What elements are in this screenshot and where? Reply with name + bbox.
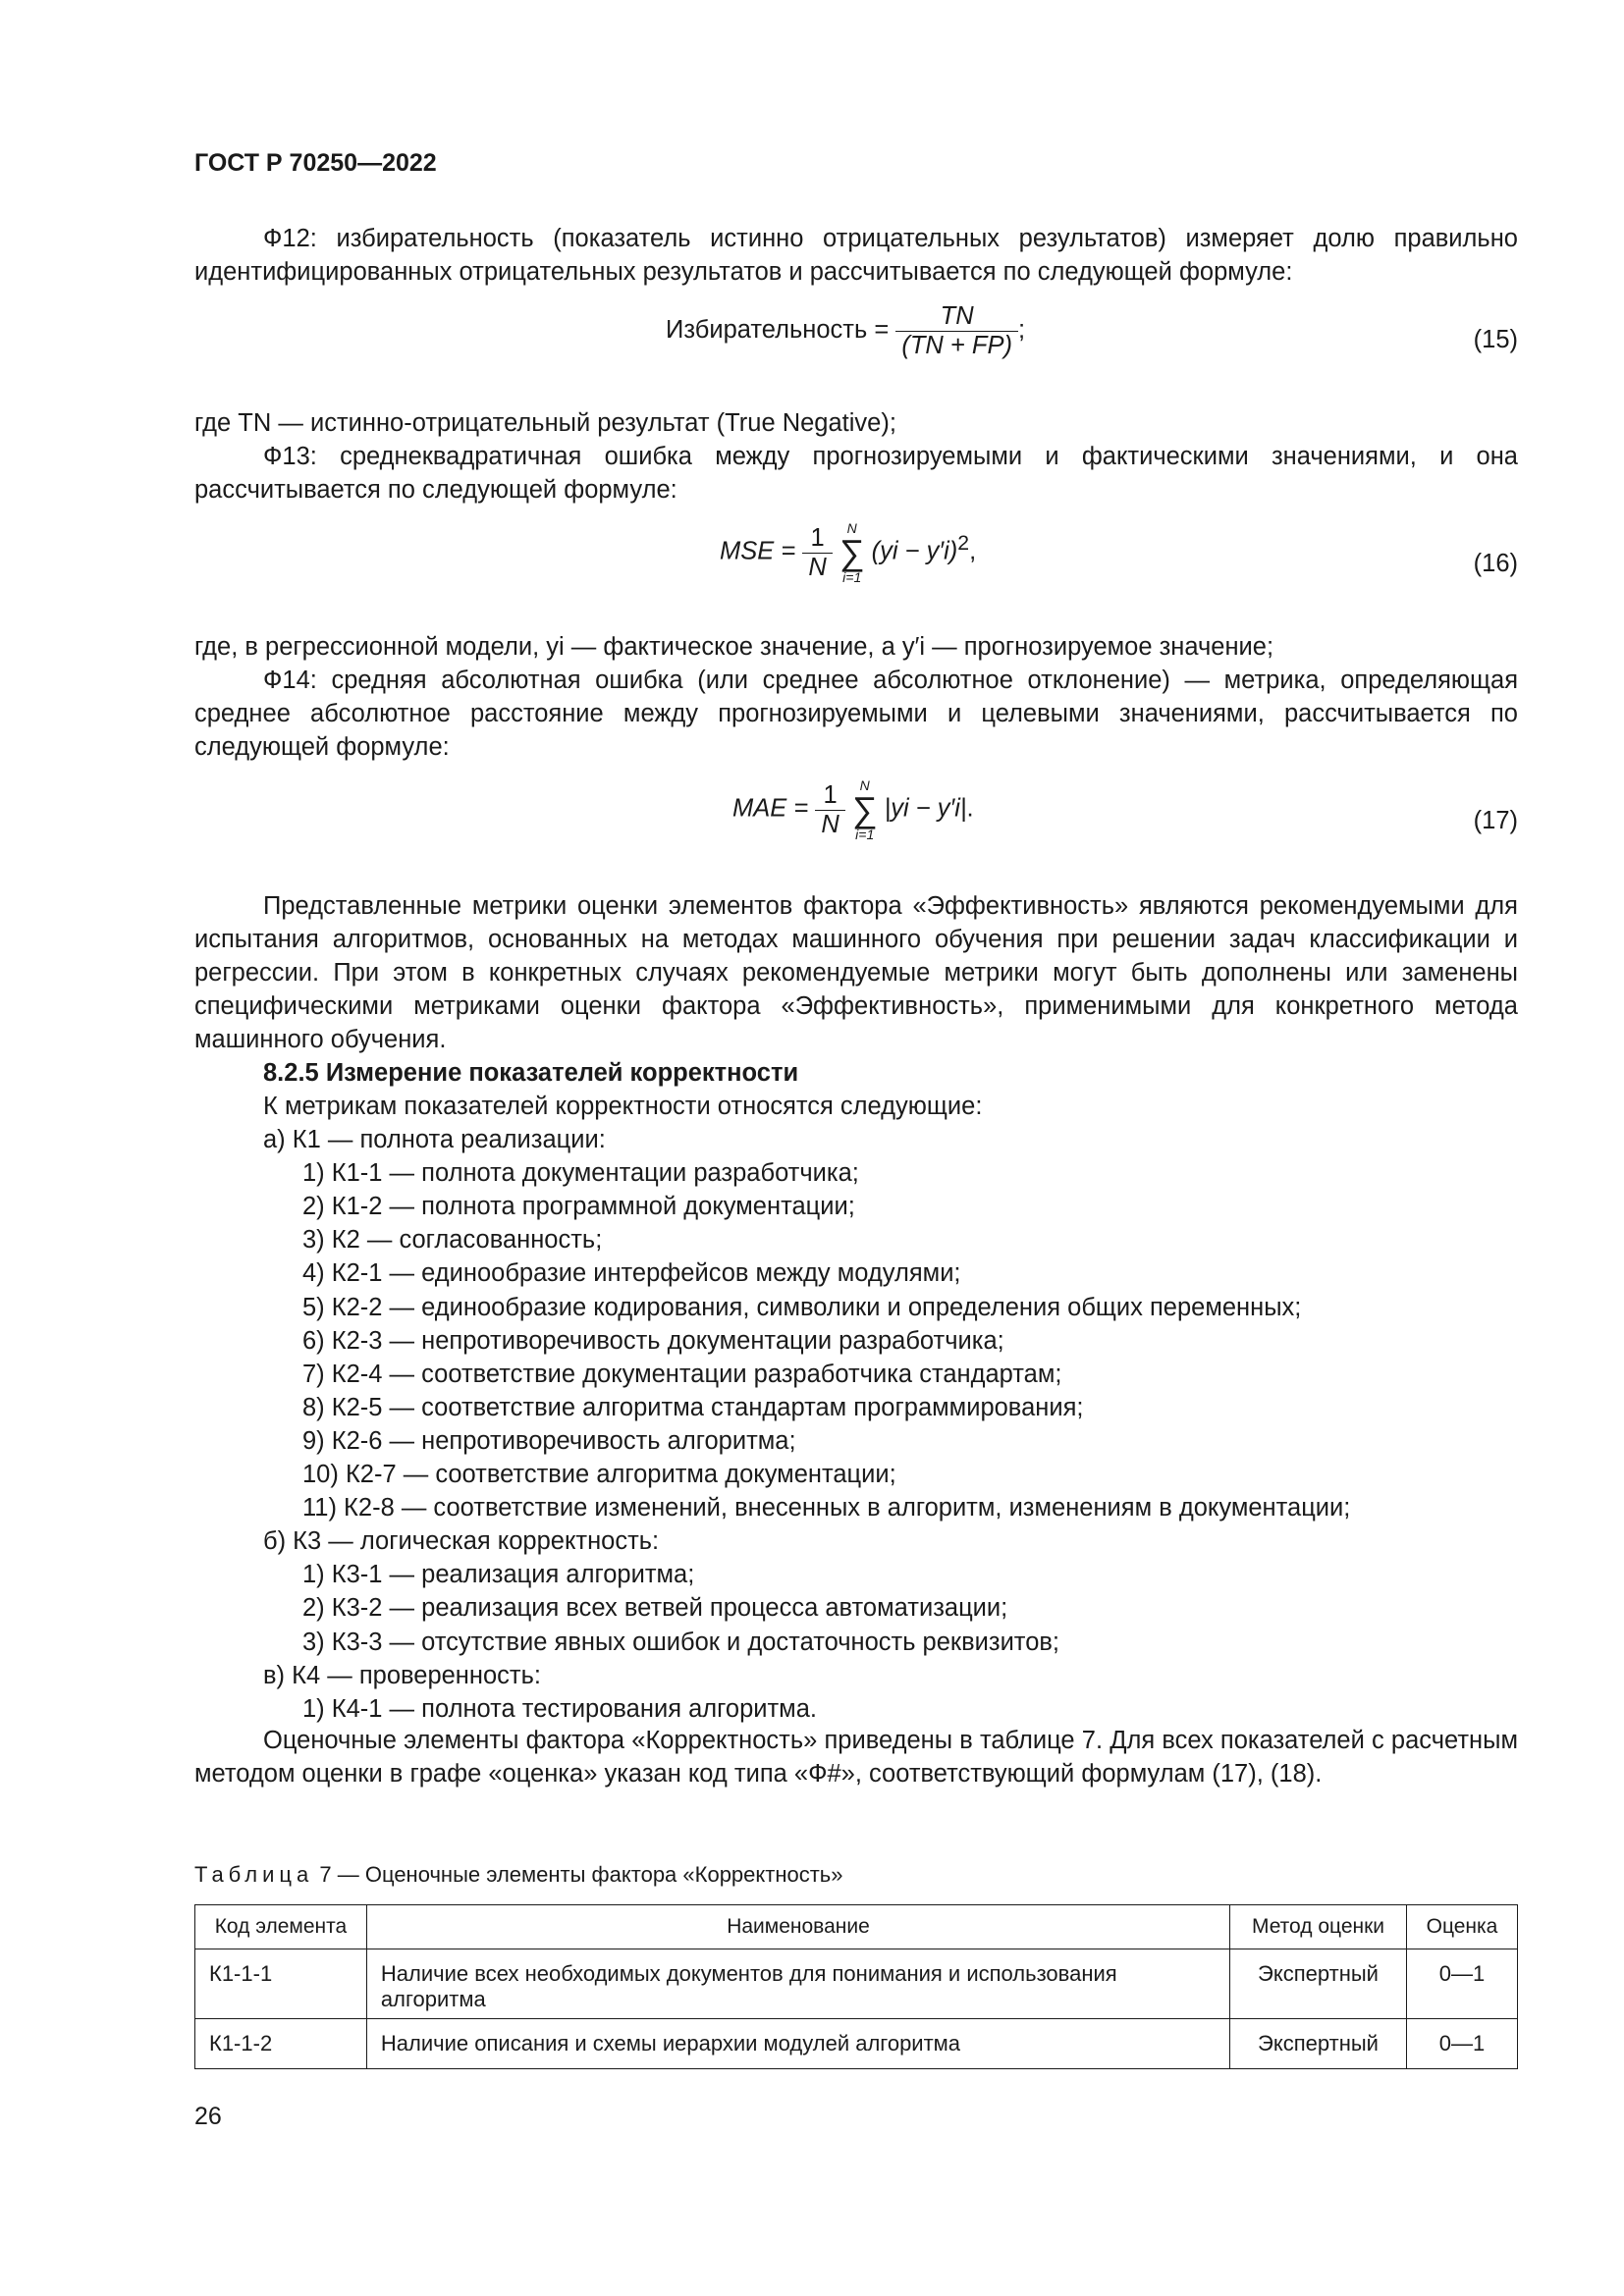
list-item: 6) К2-3 — непротиворечивость документации разработчика; (302, 1326, 1004, 1355)
column-header: Оценка (1406, 1905, 1517, 1949)
sum-upper-limit: N (846, 520, 857, 536)
sum-upper-limit: N (859, 777, 870, 793)
list-item: б) К3 — логическая корректность: (263, 1527, 660, 1556)
formula-15 (666, 302, 1025, 360)
table-header-row (195, 1905, 1518, 1949)
formula-17-coefficient (815, 781, 844, 839)
formula-16-coef-num: 1 (802, 524, 832, 554)
formula-16-tail: , (969, 537, 977, 565)
formula-17-body: |yi − y′i| (884, 794, 967, 823)
list-item: 3) К3-3 — отсутствие явных ошибок и достаточность реквизитов; (302, 1628, 1060, 1656)
list-item: 1) К4-1 — полнота тестирования алгоритма. (302, 1694, 817, 1723)
document-header: ГОСТ Р 70250—2022 (194, 149, 437, 177)
formula-15-numerator: TN (895, 302, 1018, 332)
paragraph-f13: Ф13: среднеквадратичная ошибка между прогнозируемыми и фактическими значениями, и она рассчитывается по следующей формуле: (194, 443, 1518, 504)
list-item: 7) К2-4 — соответствие документации разработчика стандартам; (302, 1360, 1062, 1388)
formula-17-coef-den: N (821, 810, 839, 838)
list-item: 4) К2-1 — единообразие интерфейсов между модулями; (302, 1259, 961, 1288)
list-item: 10) К2-7 — соответствие алгоритма документации; (302, 1461, 896, 1488)
formula-16-body: (yi − y′i) (871, 537, 958, 565)
paragraph-f12: Ф12: избирательность (показатель истинно отрицательных результатов) измеряет долю правильно идентифицированных отрицательных результатов и рассчитывается по следующей формуле: (194, 225, 1518, 286)
formula-17-coef-num: 1 (815, 781, 844, 811)
formula-15-number: (15) (1473, 326, 1518, 353)
section-heading (263, 1056, 1587, 1090)
table-caption-text: 7 — Оценочные элементы фактора «Корректность» (319, 1862, 843, 1887)
formula-16 (720, 520, 976, 585)
list-item: 1) К3-1 — реализация алгоритма; (302, 1561, 695, 1589)
evaluation-score: 0—1 (1406, 1949, 1517, 2019)
column-header: Метод оценки (1230, 1905, 1407, 1949)
formula-16-coefficient (802, 524, 832, 582)
where-y: где, в регрессионной модели, yi — фактическое значение, а y′i — прогнозируемое значение; (194, 633, 1274, 661)
sum-lower-limit: i=1 (855, 827, 875, 842)
element-name: Наличие описания и схемы иерархии модулей алгоритма (366, 2019, 1229, 2069)
where-tn: где TN — истинно-отрицательный результат (True Negative); (194, 409, 896, 437)
table-7 (194, 1904, 1518, 2069)
element-code: К1-1-2 (195, 2019, 367, 2069)
column-header: Наименование (366, 1905, 1229, 1949)
formula-16-number: (16) (1473, 550, 1518, 577)
section-number: 8.2.5 (263, 1059, 319, 1087)
list-intro: К метрикам показателей корректности относятся следующие: (263, 1093, 983, 1120)
formula-15-tail: ; (1017, 316, 1026, 345)
formula-16-coef-den: N (808, 553, 827, 581)
paragraph-metrics: Представленные метрики оценки элементов фактора «Эффективность» являются рекомендуемыми для испытания алгоритмов, основанных на методах машинного обучения при решении задач классификации и регрессии. При этом в конкретных случаях рекомендуемые метрики могут быть дополнены или заменены специфическими метриками оценки фактора «Эффективность», применимыми для конкретного метода машинного обучения. (194, 892, 1518, 1053)
formula-15-lhs: Избирательность = (666, 316, 890, 345)
sum-symbol: N ∑ i=1 (851, 777, 878, 842)
evaluation-method: Экспертный (1230, 1949, 1407, 2019)
paragraph-f14: Ф14: средняя абсолютная ошибка (или среднее абсолютное отклонение) — метрика, определяющая среднее абсолютное расстояние между прогнозируемыми и целевыми значениями, рассчитывается по следующей формуле: (194, 667, 1518, 761)
formula-17 (732, 777, 974, 842)
list-item: 3) К2 — согласованность; (302, 1226, 603, 1255)
formula-17-number: (17) (1473, 807, 1518, 834)
table-row (195, 2019, 1518, 2069)
list-item: а) К1 — полнота реализации: (263, 1126, 606, 1153)
sum-symbol: N ∑ i=1 (839, 520, 865, 585)
formula-17-lhs: MAE = (732, 794, 809, 823)
list-item: 2) К1-2 — полнота программной документации; (302, 1193, 855, 1221)
formula-15-denominator: (TN + FP) (901, 332, 1012, 359)
list-item: 9) К2-6 — непротиворечивость алгоритма; (302, 1426, 796, 1455)
list-item: 2) К3-2 — реализация всех ветвей процесса автоматизации; (302, 1594, 1008, 1623)
column-header: Код элемента (195, 1905, 367, 1949)
list-item: 1) К1-1 — полнота документации разработчика; (302, 1159, 859, 1188)
element-code: К1-1-1 (195, 1949, 367, 2019)
list-item: 11) К2-8 — соответствие изменений, внесенных в алгоритм, изменениям в документации; (302, 1494, 1351, 1522)
page-number: 26 (194, 2103, 222, 2130)
section-title: Измерение показателей корректности (325, 1059, 799, 1087)
paragraph-table-intro: Оценочные элементы фактора «Корректность» приведены в таблице 7. Для всех показателей с расчетным методом оценки в графе «оценка» указан код типа «Ф#», соответствующий формулам (17), (18). (194, 1727, 1518, 1788)
list-item: в) К4 — проверенность: (263, 1661, 541, 1689)
formula-15-fraction (895, 302, 1018, 360)
table-row (195, 1949, 1518, 2019)
evaluation-score: 0—1 (1406, 2019, 1517, 2069)
formula-17-tail: . (966, 794, 974, 823)
table-caption (194, 1862, 843, 1888)
evaluation-method: Экспертный (1230, 2019, 1407, 2069)
formula-16-lhs: MSE = (720, 537, 796, 565)
formula-16-power: 2 (957, 531, 970, 556)
sum-lower-limit: i=1 (842, 569, 862, 585)
list-item: 5) К2-2 — единообразие кодирования, символики и определения общих переменных; (302, 1293, 1302, 1321)
table-caption-label: Таблица (194, 1862, 314, 1887)
list-item: 8) К2-5 — соответствие алгоритма стандартам программирования; (302, 1393, 1084, 1421)
element-name: Наличие всех необходимых документов для понимания и использования алгоритма (366, 1949, 1229, 2019)
